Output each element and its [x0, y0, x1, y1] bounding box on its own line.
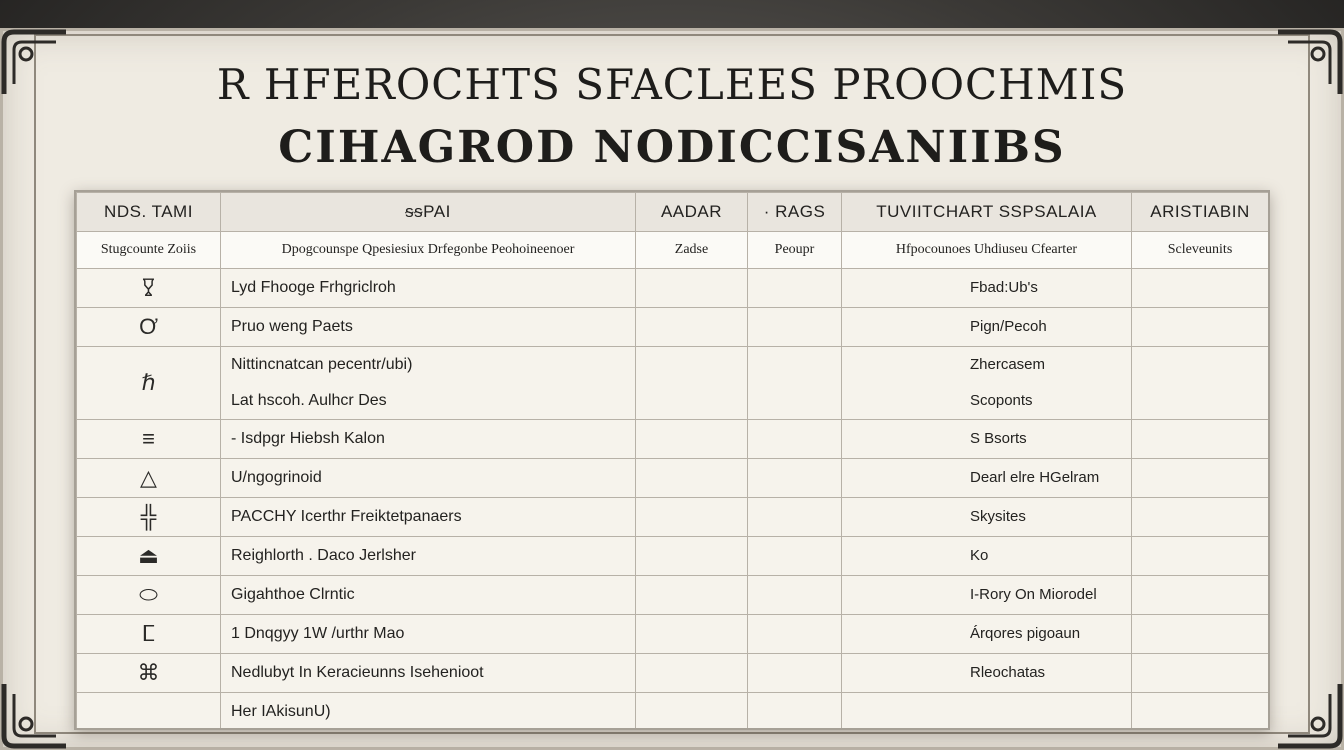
column-subheader: Dpogcounspe Qpesiesiux Drfegonbe Peohoineenoer — [221, 232, 636, 269]
empty-cell — [636, 420, 748, 459]
table-header-row — [77, 193, 1269, 232]
empty-cell — [1132, 576, 1269, 615]
row-icon-cell — [77, 576, 221, 615]
table-row[interactable] — [77, 308, 1269, 347]
row-name-cell — [221, 537, 636, 576]
empty-cell — [748, 308, 842, 347]
row-status: Ko — [970, 547, 989, 564]
empty-cell — [748, 537, 842, 576]
glyph-icon: ⏏ — [138, 543, 159, 568]
empty-cell — [1132, 459, 1269, 498]
row-name: Pruo weng Paets — [231, 318, 353, 335]
row-name-cell — [221, 308, 636, 347]
row-name-cell — [221, 615, 636, 654]
row-name: Nedlubyt In Keracieunns Isehenioot — [231, 664, 484, 681]
table-subheader-row — [77, 232, 1269, 269]
row-name: PACCHY Icerthr Freiktetpanaers — [231, 508, 462, 525]
row-icon-cell — [77, 308, 221, 347]
row-name: Gigahthoe Clrntic — [231, 586, 355, 603]
column-header[interactable]: NDS. TAMI — [77, 193, 221, 232]
ornament-corner-icon — [0, 680, 70, 750]
empty-cell — [636, 269, 748, 308]
empty-cell — [1132, 615, 1269, 654]
row-icon-cell — [77, 654, 221, 693]
column-subheader: Peoupr — [748, 232, 842, 269]
empty-cell — [636, 308, 748, 347]
glyph-icon: ℏ — [141, 370, 156, 395]
ornament-corner-icon — [1274, 680, 1344, 750]
row-name-cell — [221, 420, 636, 459]
row-status-cell — [842, 269, 1132, 308]
empty-cell — [636, 615, 748, 654]
empty-cell — [636, 576, 748, 615]
data-table-container — [74, 190, 1270, 730]
row-icon-cell — [77, 420, 221, 459]
page-subtitle: CIHAGROD NODICCISANIIBS — [278, 122, 1066, 173]
row-status-cell — [842, 576, 1132, 615]
glyph-icon: △ — [140, 465, 157, 490]
empty-cell — [748, 269, 842, 308]
row-name-cell — [221, 498, 636, 537]
row-name-secondary: Lat hscoh. Aulhcr Des — [231, 392, 387, 409]
row-status-cell — [842, 459, 1132, 498]
empty-cell — [1132, 537, 1269, 576]
row-icon-cell — [77, 269, 221, 308]
column-subheader: Hfpocounoes Uhdiuseu Cfearter — [842, 232, 1132, 269]
row-status-cell — [842, 693, 1132, 731]
row-status-cell — [842, 498, 1132, 537]
row-status-cell — [842, 537, 1132, 576]
empty-cell — [748, 498, 842, 537]
row-status: Dearl elre HGelram — [970, 469, 1100, 486]
row-status: S Bsorts — [970, 430, 1027, 447]
row-icon-cell — [77, 459, 221, 498]
table-row[interactable] — [77, 576, 1269, 615]
glyph-icon: ⵎ — [141, 621, 156, 646]
row-name: 1 Dnqgyy 1W /urthr Mao — [231, 625, 405, 642]
column-header[interactable]: · RAGS — [748, 193, 842, 232]
data-table — [76, 192, 1269, 730]
row-status-secondary: Scoponts — [970, 392, 1033, 409]
row-name-cell — [221, 693, 636, 731]
table-row[interactable] — [77, 347, 1269, 420]
empty-cell — [748, 459, 842, 498]
empty-cell — [636, 498, 748, 537]
row-status: Zhercasem — [970, 356, 1046, 373]
column-subheader: Zadse — [636, 232, 748, 269]
table-row[interactable] — [77, 693, 1269, 731]
column-header[interactable]: TUVIITCHART SSPSALAIA — [842, 193, 1132, 232]
empty-cell — [636, 537, 748, 576]
empty-cell — [748, 693, 842, 731]
row-name: Lyd Fhooge Frhgriclroh — [231, 279, 396, 296]
row-status: Rleochatas — [970, 664, 1046, 681]
empty-cell — [1132, 420, 1269, 459]
table-row[interactable] — [77, 459, 1269, 498]
row-status: Skysites — [970, 508, 1026, 525]
empty-cell — [636, 459, 748, 498]
row-icon-cell — [77, 615, 221, 654]
empty-cell — [1132, 498, 1269, 537]
row-icon-cell — [77, 498, 221, 537]
empty-cell — [748, 615, 842, 654]
table-row[interactable] — [77, 498, 1269, 537]
table-row[interactable] — [77, 420, 1269, 459]
column-header[interactable]: AADAR — [636, 193, 748, 232]
glyph-icon: Ơ — [139, 314, 158, 339]
row-status: Pign/Pecoh — [970, 318, 1047, 335]
row-name-cell — [221, 654, 636, 693]
glyph-icon: 𐃯 — [141, 276, 156, 301]
row-status: Fbad:Ub's — [970, 279, 1038, 296]
table-row[interactable] — [77, 654, 1269, 693]
empty-cell — [636, 693, 748, 731]
column-header[interactable]: ᵴᵴPAI — [221, 193, 636, 232]
empty-cell — [748, 654, 842, 693]
column-subheader: Scleveunits — [1132, 232, 1269, 269]
row-status-cell — [842, 654, 1132, 693]
glyph-icon: ⌘ — [137, 660, 160, 685]
row-status: Árqores pigoaun — [970, 625, 1081, 642]
empty-cell — [636, 654, 748, 693]
row-name: Her IAkisunU) — [231, 703, 331, 720]
row-name-cell — [221, 459, 636, 498]
empty-cell — [636, 347, 748, 420]
row-icon-cell — [77, 693, 221, 731]
table-row[interactable] — [77, 269, 1269, 308]
empty-cell — [1132, 693, 1269, 731]
empty-cell — [748, 420, 842, 459]
empty-cell — [748, 347, 842, 420]
column-subheader: Stugcounte Zoiis — [77, 232, 221, 269]
row-status-cell — [842, 420, 1132, 459]
page-title: R HFEROCHTS SFACLEES PROOCHMIS — [216, 60, 1128, 109]
row-status-cell — [842, 347, 1132, 420]
table-row[interactable] — [77, 615, 1269, 654]
glyph-icon: ╬ — [140, 504, 157, 529]
table-body — [77, 269, 1269, 731]
row-name-cell — [221, 269, 636, 308]
empty-cell — [1132, 269, 1269, 308]
row-name: Reighlorth . Daco Jerlsher — [231, 547, 416, 564]
row-icon-cell — [77, 347, 221, 420]
row-status-cell — [842, 308, 1132, 347]
row-name-cell — [221, 347, 636, 420]
row-name: Nittincnatcan pecentr/ubi) — [231, 356, 413, 373]
row-icon-cell — [77, 537, 221, 576]
row-status-cell — [842, 615, 1132, 654]
empty-cell — [1132, 347, 1269, 420]
row-name: U/ngogrinoid — [231, 469, 322, 486]
table-row[interactable] — [77, 537, 1269, 576]
row-status: I-Rory On Miorodel — [970, 586, 1097, 603]
row-name: - Isdpgr Hiebsh Kalon — [231, 430, 385, 447]
column-header[interactable]: ARISTIABIN — [1132, 193, 1269, 232]
empty-cell — [748, 576, 842, 615]
empty-cell — [1132, 308, 1269, 347]
empty-cell — [1132, 654, 1269, 693]
glyph-icon: ≡ — [142, 426, 155, 451]
glyph-icon: ⬭ — [139, 582, 158, 607]
row-name-cell — [221, 576, 636, 615]
